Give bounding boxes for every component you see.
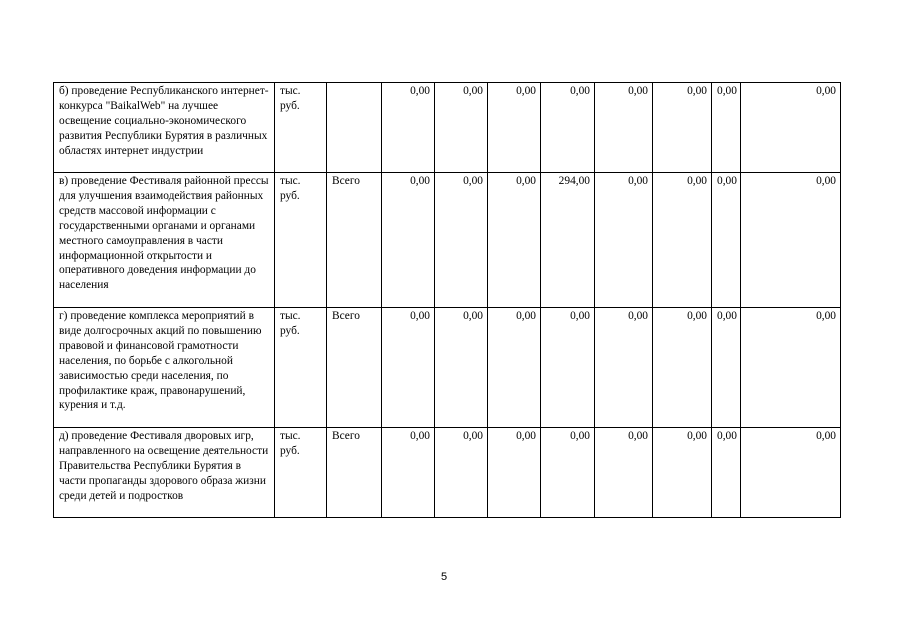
row-description: б) проведение Республиканского интернет-конкурса "BaikalWeb" на лучшее освещение социально-экономического развития Республики Бурятия в различных областях интернет индустрии [54, 83, 275, 173]
value-cell: 0,00 [741, 173, 841, 308]
row-source: Всего [327, 308, 382, 428]
row-unit: тыс. руб. [275, 428, 327, 518]
table-row [54, 308, 841, 428]
value-cell: 0,00 [488, 428, 541, 518]
value-cell: 0,00 [712, 83, 741, 173]
value-cell: 0,00 [541, 83, 595, 173]
value-cell: 0,00 [488, 83, 541, 173]
value-cell: 0,00 [435, 308, 488, 428]
row-unit: тыс. руб. [275, 83, 327, 173]
value-cell: 294,00 [541, 173, 595, 308]
budget-table [53, 82, 841, 518]
value-cell: 0,00 [712, 308, 741, 428]
row-source [327, 83, 382, 173]
value-cell: 0,00 [595, 83, 653, 173]
value-cell: 0,00 [435, 83, 488, 173]
page-number: 5 [440, 571, 448, 583]
row-description: в) проведение Фестиваля районной прессы для улучшения взаимодействия районных средств массовой информации с государственными органами и органами местного самоуправления в части информационной открытости и оперативного доведения информации до населения [54, 173, 275, 308]
value-cell: 0,00 [653, 308, 712, 428]
value-cell: 0,00 [741, 428, 841, 518]
value-cell: 0,00 [595, 308, 653, 428]
table-row [54, 428, 841, 518]
value-cell: 0,00 [653, 83, 712, 173]
value-cell: 0,00 [595, 428, 653, 518]
value-cell: 0,00 [488, 173, 541, 308]
value-cell: 0,00 [488, 308, 541, 428]
value-cell: 0,00 [382, 308, 435, 428]
row-unit: тыс. руб. [275, 173, 327, 308]
row-source: Всего [327, 428, 382, 518]
value-cell: 0,00 [653, 173, 712, 308]
table-row [54, 173, 841, 308]
value-cell: 0,00 [741, 83, 841, 173]
row-unit: тыс. руб. [275, 308, 327, 428]
value-cell: 0,00 [382, 83, 435, 173]
value-cell: 0,00 [595, 173, 653, 308]
value-cell: 0,00 [541, 308, 595, 428]
value-cell: 0,00 [741, 308, 841, 428]
value-cell: 0,00 [382, 173, 435, 308]
value-cell: 0,00 [712, 428, 741, 518]
value-cell: 0,00 [541, 428, 595, 518]
value-cell: 0,00 [653, 428, 712, 518]
table-body [54, 83, 841, 518]
row-description: д) проведение Фестиваля дворовых игр, направленного на освещение деятельности Правительства Республики Бурятия в части пропаганды здорового образа жизни среди детей и подростков [54, 428, 275, 518]
row-description: г) проведение комплекса мероприятий в виде долгосрочных акций по повышению правовой и финансовой грамотности населения, по борьбе с алкогольной зависимостью среди населения, по профилактике краж, правонарушений, курения и т.д. [54, 308, 275, 428]
table-row [54, 83, 841, 173]
value-cell: 0,00 [435, 428, 488, 518]
value-cell: 0,00 [435, 173, 488, 308]
value-cell: 0,00 [712, 173, 741, 308]
value-cell: 0,00 [382, 428, 435, 518]
row-source: Всего [327, 173, 382, 308]
